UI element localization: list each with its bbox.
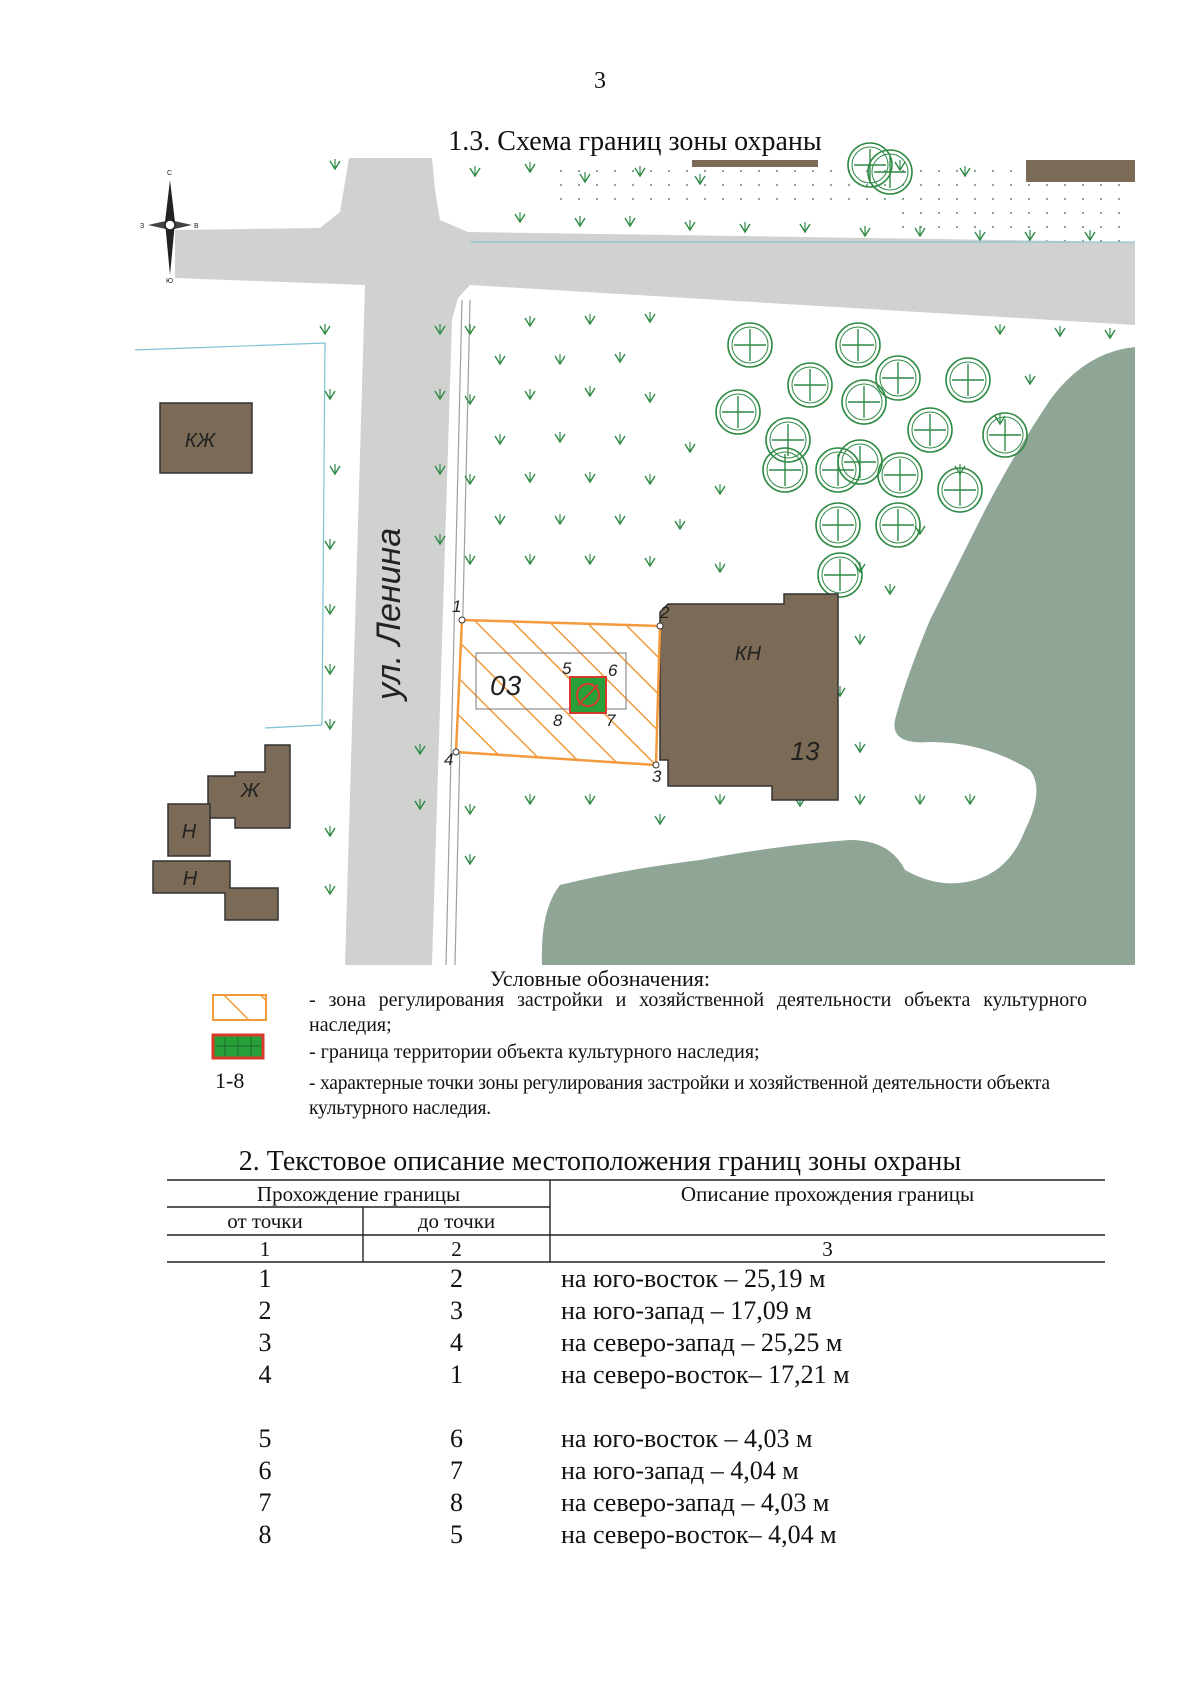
row-to: 6 — [450, 1424, 463, 1453]
row-desc: на северо-восток– 17,21 м — [561, 1360, 850, 1389]
building-kn — [660, 594, 838, 800]
row-from: 5 — [258, 1424, 272, 1453]
row-from: 2 — [258, 1296, 272, 1325]
building-number-label: 13 — [790, 736, 820, 766]
point-label-7: 7 — [606, 711, 616, 730]
row-desc: на юго-запад – 4,04 м — [561, 1456, 799, 1485]
section-title: 1.3. Схема границ зоны охраны — [448, 126, 822, 157]
point-label-6: 6 — [608, 661, 618, 680]
row-to: 4 — [450, 1328, 463, 1357]
compass-north: С — [167, 170, 173, 177]
row-from: 1 — [258, 1264, 272, 1293]
point-label-8: 8 — [553, 711, 563, 730]
zone-label: 03 — [490, 670, 522, 701]
row-to: 1 — [450, 1360, 463, 1389]
building-zh-label: Ж — [240, 780, 260, 802]
building-top-right — [1026, 160, 1135, 182]
legend-points-text: - характерные точки зоны регулирования застройки и хозяйственной деятельности объекта культурного наследия. — [309, 1073, 1050, 1119]
point-label-3: 3 — [652, 767, 662, 786]
building-top — [692, 160, 818, 167]
legend-green-text: - граница территории объекта культурного наследия; — [309, 1041, 760, 1063]
row-from: 7 — [258, 1488, 272, 1517]
compass-east: В — [194, 223, 199, 230]
table-col-num-3: 3 — [822, 1237, 833, 1261]
page-number: 3 — [594, 68, 606, 94]
row-desc: на северо-восток– 4,04 м — [561, 1520, 837, 1549]
row-to: 3 — [450, 1296, 463, 1325]
compass-south: Ю — [166, 278, 174, 285]
table-header-to: до точки — [417, 1209, 496, 1233]
row-desc: на северо-запад – 25,25 м — [561, 1328, 843, 1357]
row-from: 4 — [258, 1360, 272, 1389]
section2-title: 2. Текстовое описание местоположения границ зоны охраны — [238, 1146, 962, 1177]
parcel-boundary — [135, 343, 325, 728]
table-col-num-2: 2 — [451, 1237, 462, 1261]
point-label-1: 1 — [452, 597, 462, 616]
row-from: 6 — [258, 1456, 272, 1485]
dotted-area — [545, 160, 895, 208]
row-desc: на северо-запад – 4,03 м — [561, 1488, 830, 1517]
legend-hatch-symbol — [213, 995, 266, 1020]
point-label-4: 4 — [444, 750, 454, 769]
table-header-from: от точки — [227, 1209, 303, 1233]
table-header-desc: Описание прохождения границы — [680, 1182, 975, 1206]
row-desc: на юго-восток – 25,19 м — [561, 1264, 826, 1293]
point-label-5: 5 — [562, 659, 572, 678]
row-to: 7 — [450, 1456, 463, 1485]
row-from: 3 — [258, 1328, 272, 1357]
row-to: 8 — [450, 1488, 463, 1517]
compass-west: З — [140, 223, 145, 230]
building-n2 — [153, 861, 278, 920]
row-desc: на юго-запад – 17,09 м — [561, 1296, 812, 1325]
table-col-num-1: 1 — [259, 1237, 271, 1261]
row-to: 5 — [450, 1520, 463, 1549]
row-desc: на юго-восток – 4,03 м — [561, 1424, 813, 1453]
regulation-zone — [456, 620, 660, 765]
building-kn-label: КН — [734, 643, 762, 665]
building-n1-label: Н — [181, 821, 197, 843]
legend-title: Условные обозначения: — [489, 966, 711, 991]
building-n2-label: Н — [182, 868, 198, 890]
legend-hatch-text: - зона регулирования застройки и хозяйственной деятельности объекта культурного наследия; — [309, 989, 1087, 1036]
table-header-group: Прохождение границы — [256, 1182, 461, 1206]
legend-points-label: 1-8 — [215, 1068, 245, 1093]
building-kzh-label: КЖ — [184, 430, 216, 452]
row-to: 2 — [450, 1264, 463, 1293]
street-label: ул. Ленина — [370, 527, 408, 700]
point-label-2: 2 — [660, 603, 670, 622]
row-from: 8 — [258, 1520, 272, 1549]
